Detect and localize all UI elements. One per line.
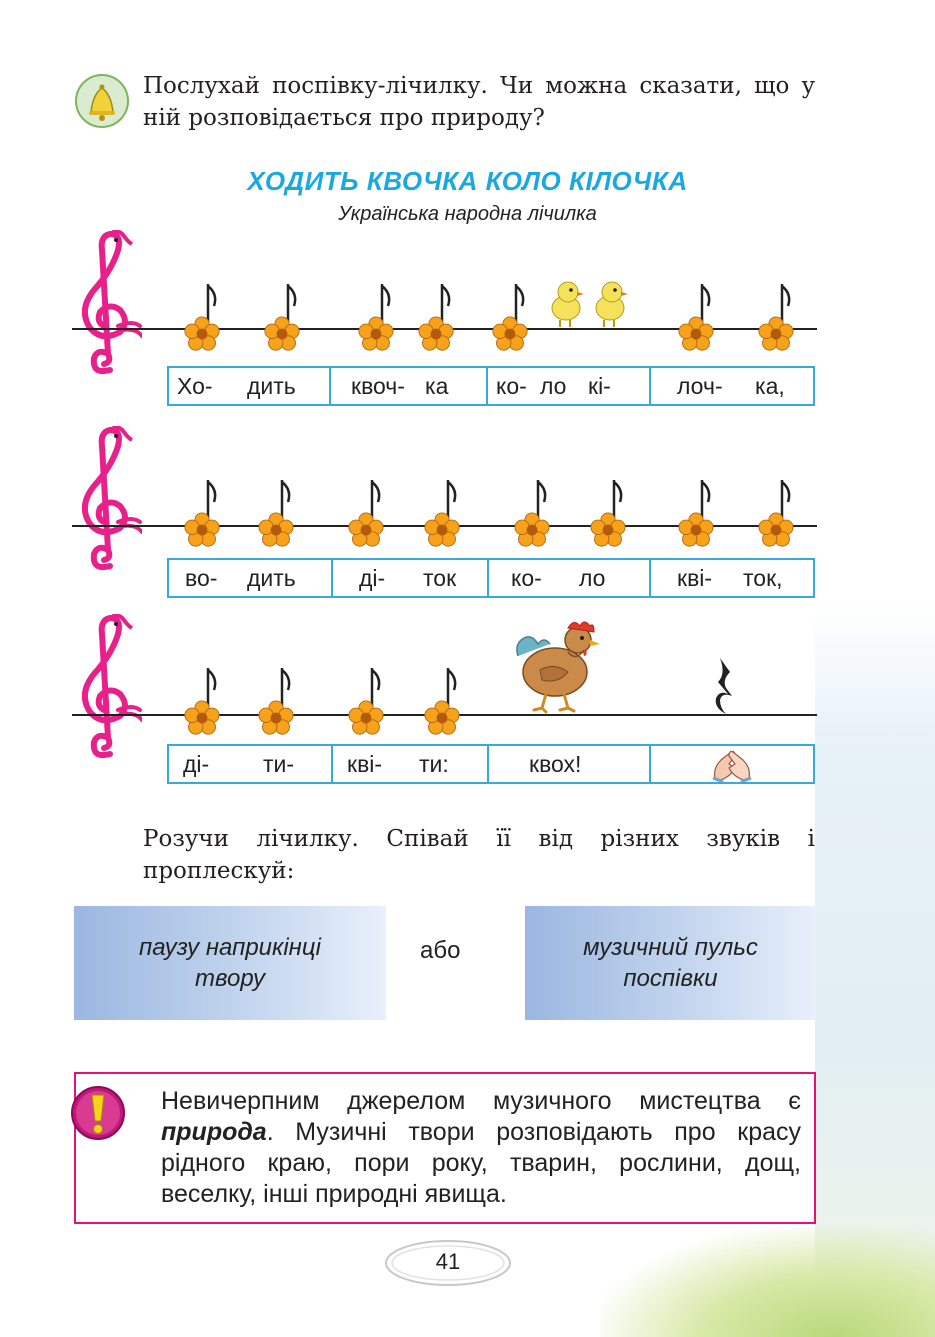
lyrics-row-2 [167,558,815,598]
syllable: ка [425,373,449,399]
syllable: дить [247,373,296,399]
lyric-cell [489,560,651,596]
syllable: ти- [263,751,295,777]
syllable: лоч- [677,373,723,399]
option-pause-box [74,906,386,1020]
lyric-cell [651,560,813,596]
staff-row-2 [72,438,817,568]
syllable: дить [247,565,296,591]
lyric-cell [651,746,813,782]
eighth-note-icon [348,478,384,548]
lyric-cell [333,746,489,782]
instruction-text: Розучи лічилку. Співай її від різних звуків і проплескуй: [143,826,815,884]
treble-clef-icon [72,614,142,764]
eighth-note-icon [492,282,528,352]
lyric-cell [169,746,333,782]
or-label: або [420,937,461,964]
lyrics-row-3 [167,744,815,784]
syllable: ти: [419,751,449,777]
syllable: квох! [529,751,582,777]
intro-text: Послухай поспівку-лічилку. Чи можна сказати, що у ній розповідається про природу? [143,73,815,131]
background-meadow [600,1227,935,1337]
lyric-cell [169,368,331,404]
treble-clef-icon [72,426,142,576]
staff-row-3 [72,626,817,756]
syllable: Хо- [177,373,213,399]
syllable: ко- [511,565,542,591]
syllable: во- [185,565,218,591]
exclamation-icon [70,1085,126,1141]
chick-icon [546,278,586,328]
eighth-note-icon [184,282,220,352]
eighth-note-icon [258,478,294,548]
treble-clef-icon [72,230,142,380]
lyric-cell [651,368,813,404]
fact-text-part: . Музичні твори розповідають про красу рідного краю, пори року, тварин, рослини, дощ, веселку, інші природні явища. [161,1118,801,1208]
eighth-note-icon [590,478,626,548]
lyric-cell [331,368,488,404]
eighth-note-icon [264,282,300,352]
bell-icon [75,74,129,128]
option-pulse-label: музичний пульс поспівки [583,934,758,992]
syllable: ка, [755,373,785,399]
syllable: ло [540,373,567,399]
lyric-cell [333,560,489,596]
option-pulse-box [525,906,816,1020]
page-number: 41 [435,1249,461,1274]
syllable: ко- [496,373,527,399]
option-pause-label: паузу наприкінці твору [139,934,321,992]
eighth-note-icon [758,478,794,548]
eighth-note-icon [678,478,714,548]
eighth-note-icon [348,666,384,736]
syllable: ді- [359,565,386,591]
eighth-note-icon [514,478,550,548]
fact-keyword: природа [161,1118,267,1146]
fact-box [74,1072,816,1224]
song-title: ХОДИТЬ КВОЧКА КОЛО КІЛОЧКА [247,166,688,196]
page-number-badge [383,1238,513,1288]
syllable: кві- [347,751,383,777]
lyric-cell [488,368,651,404]
eighth-note-icon [678,282,714,352]
syllable: ток, [743,565,783,591]
chick-icon [590,278,630,328]
eighth-note-icon [184,478,220,548]
lyric-cell [169,560,333,596]
lyrics-row-1 [167,366,815,406]
fact-text [161,1086,801,1210]
song-subtitle: Українська народна лічилка [338,203,597,225]
syllable: ло [579,565,606,591]
syllable: ток [423,565,457,591]
fact-text-part: Невичерпним джерелом музичного мистецтва є [161,1087,801,1115]
eighth-note-icon [184,666,220,736]
eighth-note-icon [424,478,460,548]
syllable: квоч- [351,373,405,399]
eighth-note-icon [418,282,454,352]
clapping-hands-icon [709,748,755,782]
eighth-note-icon [424,666,460,736]
eighth-note-icon [758,282,794,352]
hen-icon [510,614,610,714]
lyric-cell [489,746,651,782]
quarter-rest-icon [712,656,736,716]
eighth-note-icon [258,666,294,736]
eighth-note-icon [358,282,394,352]
syllable: кві- [677,565,713,591]
staff-row-1 [72,240,817,370]
syllable: ді- [183,751,210,777]
syllable: кі- [588,373,611,399]
